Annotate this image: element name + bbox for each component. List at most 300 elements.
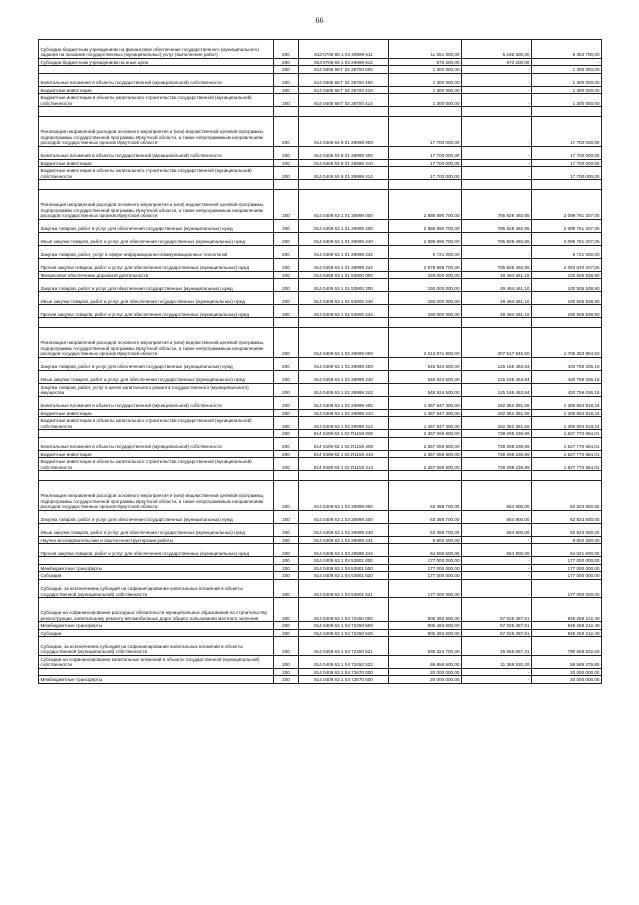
table-row bbox=[39, 40, 602, 59]
executed-amount-cell: 564 900,00 bbox=[462, 544, 532, 557]
line-code-cell: 200 bbox=[274, 409, 299, 417]
line-code-cell: 200 bbox=[274, 572, 299, 580]
approved-amount-cell: 17 700 000,00 bbox=[389, 159, 462, 167]
executed-amount-cell: 5 196 300,00 bbox=[462, 40, 532, 59]
table-row bbox=[39, 117, 602, 147]
expense-name-cell: Прочая закупка товаров, работ и услуг для обеспечения государственных (муниципальных) нужд bbox=[39, 544, 274, 557]
line-code-cell: 200 bbox=[274, 430, 299, 438]
unexecuted-amount-cell: 54 021 600,00 bbox=[532, 544, 602, 557]
expense-name-cell: Субсидии бюджетным учреждениям на иные цели bbox=[39, 58, 274, 66]
executed-amount-cell: 182 352 381,66 bbox=[462, 409, 532, 417]
line-code-cell: 200 bbox=[274, 458, 299, 471]
approved-amount-cell: 177 000 000,00 bbox=[389, 572, 462, 580]
executed-amount-cell: - bbox=[462, 668, 532, 676]
table-row bbox=[39, 107, 602, 117]
expense-name-cell bbox=[39, 471, 274, 481]
unexecuted-amount-cell: 790 668 832,69 bbox=[532, 637, 602, 656]
expense-name-cell: Реализация направлений расходов основного мероприятия и (или) ведомственной целевой программы, подпрограммы государственной программы Иркутской области, а также непрограммным направлениям расходов государственных органов Иркутской области bbox=[39, 328, 274, 358]
budget-classification-code-cell: 814 0406 64 9 01 29999 000 bbox=[299, 117, 389, 147]
executed-amount-cell: - bbox=[462, 66, 532, 74]
expense-name-cell: Прочая закупка товаров, работ и услуг для обеспечения государственных (муниципальных) нужд bbox=[39, 305, 274, 318]
budget-classification-code-cell: 814 0409 63 1 03 29999 200 bbox=[299, 510, 389, 523]
budget-classification-code-cell: 814 0409 63 1 01 53900 000 bbox=[299, 271, 389, 279]
expense-name-cell: Закупка товаров, работ и услуг для обеспечения государственных (муниципальных) нужд bbox=[39, 510, 274, 523]
expense-name-cell: Капитальные вложения в объекты государственной (муниципальной) собственности bbox=[39, 73, 274, 86]
table-row bbox=[39, 430, 602, 438]
line-code-cell: 200 bbox=[274, 564, 299, 572]
budget-classification-code-cell: 814 0409 63 1 02 29999 410 bbox=[299, 409, 389, 417]
table-row bbox=[39, 655, 602, 668]
approved-amount-cell: 2 885 690 700,00 bbox=[389, 219, 462, 232]
unexecuted-amount-cell: 62 823 800,00 bbox=[532, 481, 602, 511]
table-row bbox=[39, 73, 602, 86]
executed-amount-cell: 970 200,00 bbox=[462, 58, 532, 66]
expense-name-cell: Бюджетные инвестиции bbox=[39, 409, 274, 417]
expense-name-cell: Иные закупки товаров, работ и услуг для обеспечения государственных (муниципальных) нужд bbox=[39, 523, 274, 536]
approved-amount-cell: 1 300 000,00 bbox=[389, 66, 462, 74]
expense-name-cell: Закупка товаров, работ и услуг для обеспечения государственных (муниципальных) нужд bbox=[39, 279, 274, 292]
line-code-cell: 200 bbox=[274, 305, 299, 318]
table-row bbox=[39, 357, 602, 370]
approved-amount-cell: 177 000 000,00 bbox=[389, 564, 462, 572]
unexecuted-amount-cell: 17 700 000,00 bbox=[532, 117, 602, 147]
executed-amount-cell: 564 900,00 bbox=[462, 523, 532, 536]
unexecuted-amount-cell: 100 505 538,90 bbox=[532, 271, 602, 279]
line-code-cell: 200 bbox=[274, 258, 299, 271]
table-row bbox=[39, 417, 602, 430]
executed-amount-cell: 739 298 235,99 bbox=[462, 437, 532, 450]
approved-amount-cell: 69 958 900,00 bbox=[389, 655, 462, 668]
expense-name-cell: Бюджетные инвестиции в объекты капитального строительства государственной (муниципальной) собственности bbox=[39, 167, 274, 180]
table-row bbox=[39, 180, 602, 190]
budget-classification-code-cell: 814 0409 63 1 01 29999 244 bbox=[299, 258, 389, 271]
budget-classification-code-cell: 814 0409 63 1 04 53901 521 bbox=[299, 579, 389, 598]
budget-classification-code-cell: 814 0409 63 1 02 29999 243 bbox=[299, 383, 389, 396]
approved-amount-cell: 2 367 068 800,00 bbox=[389, 458, 462, 471]
line-code-cell: 200 bbox=[274, 232, 299, 245]
executed-amount-cell: - bbox=[462, 676, 532, 684]
line-code-cell: 200 bbox=[274, 668, 299, 676]
executed-amount-cell: - bbox=[462, 579, 532, 598]
executed-amount-cell: - bbox=[462, 572, 532, 580]
budget-classification-code-cell: 814 0409 63 1 04 72670 500 bbox=[299, 676, 389, 684]
unexecuted-amount-cell: 1 285 594 918,34 bbox=[532, 417, 602, 430]
budget-classification-code-cell: 814 0409 63 1 03 29999 000 bbox=[299, 481, 389, 511]
approved-amount-cell: 1 300 000,00 bbox=[389, 73, 462, 86]
budget-classification-code-cell: 814 0405 68 Г 02 28700 400 bbox=[299, 73, 389, 86]
budget-classification-code-cell: 814 0409 63 1 02 29999 414 bbox=[299, 417, 389, 430]
expense-name-cell: Реализация направлений расходов основного мероприятия и (или) ведомственной целевой программы, подпрограммы государственной программы Иркутской области, а также непрограммным направлениям расходов государственных органов Иркутской области bbox=[39, 481, 274, 511]
approved-amount-cell: 2 885 690 700,00 bbox=[389, 190, 462, 220]
line-code-cell: 200 bbox=[274, 117, 299, 147]
approved-amount-cell: 906 283 600,00 bbox=[389, 598, 462, 622]
executed-amount-cell bbox=[462, 471, 532, 481]
line-code-cell: 200 bbox=[274, 245, 299, 258]
table-row bbox=[39, 370, 602, 383]
line-code-cell: 200 bbox=[274, 510, 299, 523]
unexecuted-amount-cell: 20 000 000,00 bbox=[532, 668, 602, 676]
line-code-cell: 200 bbox=[274, 417, 299, 430]
budget-classification-code-cell: 814 0409 63 1 01 29999 242 bbox=[299, 245, 389, 258]
line-code-cell: 200 bbox=[274, 579, 299, 598]
expense-name-cell: Субсидии, за исключением субсидий на софинансирование капитальных вложений в объекты государственной (муниципальной) собственности bbox=[39, 579, 274, 598]
budget-classification-code-cell bbox=[299, 318, 389, 328]
table-row bbox=[39, 66, 602, 74]
expense-name-cell: Субсидии на софинансирование расходных обязательств муниципальных образований по строительству, реконструкции, капитальному ремонту автомобильных дорог общего пользования местного значения bbox=[39, 598, 274, 622]
expense-name-cell: Межбюджетные трансферты bbox=[39, 676, 274, 684]
expense-name-cell: Бюджетные инвестиции bbox=[39, 86, 274, 94]
budget-classification-code-cell: 814 0409 63 1 03 29999 241 bbox=[299, 536, 389, 544]
approved-amount-cell: 11 551 000,00 bbox=[389, 40, 462, 59]
table-row bbox=[39, 622, 602, 630]
executed-amount-cell: - bbox=[462, 564, 532, 572]
budget-classification-code-cell bbox=[299, 107, 389, 117]
expense-name-cell: Субсидии bbox=[39, 572, 274, 580]
approved-amount-cell: 2 367 068 800,00 bbox=[389, 437, 462, 450]
expense-name-cell: Капитальные вложения в объекты государственной (муниципальной) собственности bbox=[39, 146, 274, 159]
table-row bbox=[39, 328, 602, 358]
table-row bbox=[39, 305, 602, 318]
table-row bbox=[39, 458, 602, 471]
table-row bbox=[39, 471, 602, 481]
unexecuted-amount-cell: 177 000 000,00 bbox=[532, 557, 602, 565]
budget-classification-code-cell: 814 0409 63 1 02 R1150 000 bbox=[299, 430, 389, 438]
expense-name-cell: Бюджетные инвестиции в объекты капитального строительства государственной (муниципальной) собственности bbox=[39, 417, 274, 430]
expense-name-cell: Бюджетные инвестиции в объекты капитального строительства государственной (муниципальной) собственности bbox=[39, 458, 274, 471]
budget-classification-code-cell: 814 0409 63 1 04 72450 521 bbox=[299, 637, 389, 656]
executed-amount-cell bbox=[462, 107, 532, 117]
table-row bbox=[39, 219, 602, 232]
approved-amount-cell: 2 878 969 700,00 bbox=[389, 258, 462, 271]
budget-classification-code-cell: 814 0409 63 1 01 29999 000 bbox=[299, 190, 389, 220]
unexecuted-amount-cell: 420 759 036,16 bbox=[532, 357, 602, 370]
approved-amount-cell: 545 924 500,00 bbox=[389, 370, 462, 383]
line-code-cell: 200 bbox=[274, 167, 299, 180]
executed-amount-cell: 125 165 463,84 bbox=[462, 383, 532, 396]
approved-amount-cell bbox=[389, 107, 462, 117]
budget-classification-code-cell: 814 0409 63 1 04 72450 522 bbox=[299, 655, 389, 668]
expense-name-cell: Иные закупки товаров, работ и услуг для обеспечения государственных (муниципальных) нужд bbox=[39, 292, 274, 305]
budget-classification-code-cell: 814 0409 63 1 03 29999 240 bbox=[299, 523, 389, 536]
table-row bbox=[39, 564, 602, 572]
executed-amount-cell: 785 929 492,95 bbox=[462, 190, 532, 220]
line-code-cell: 200 bbox=[274, 557, 299, 565]
expense-name-cell: Реализация направлений расходов основного мероприятия и (или) ведомственной целевой программы, подпрограммы государственной программы Иркутской области, а также непрограммным направлениям расходов государственных органов Иркутской области bbox=[39, 190, 274, 220]
unexecuted-amount-cell: - bbox=[532, 58, 602, 66]
line-code-cell: 200 bbox=[274, 357, 299, 370]
budget-classification-code-cell: 814 0409 63 1 02 R1150 414 bbox=[299, 458, 389, 471]
unexecuted-amount-cell: 1 285 594 918,34 bbox=[532, 409, 602, 417]
executed-amount-cell: 739 298 235,99 bbox=[462, 458, 532, 471]
approved-amount-cell: 2 885 690 700,00 bbox=[389, 232, 462, 245]
table-row bbox=[39, 271, 602, 279]
unexecuted-amount-cell: 849 258 212,49 bbox=[532, 629, 602, 637]
table-row bbox=[39, 544, 602, 557]
budget-classification-code-cell: 814 0409 63 1 04 72450 520 bbox=[299, 629, 389, 637]
table-row bbox=[39, 190, 602, 220]
approved-amount-cell: 150 000 000,00 bbox=[389, 305, 462, 318]
line-code-cell: 200 bbox=[274, 40, 299, 59]
expense-name-cell bbox=[39, 180, 274, 190]
executed-amount-cell: 739 298 235,99 bbox=[462, 450, 532, 458]
line-code-cell: 200 bbox=[274, 450, 299, 458]
line-code-cell: 200 bbox=[274, 279, 299, 292]
line-code-cell bbox=[274, 107, 299, 117]
approved-amount-cell: 545 924 500,00 bbox=[389, 357, 462, 370]
expense-name-cell bbox=[39, 557, 274, 565]
unexecuted-amount-cell bbox=[532, 471, 602, 481]
approved-amount-cell bbox=[389, 180, 462, 190]
line-code-cell: 200 bbox=[274, 629, 299, 637]
table-row bbox=[39, 676, 602, 684]
executed-amount-cell: - bbox=[462, 117, 532, 147]
line-code-cell: 200 bbox=[274, 328, 299, 358]
table-row bbox=[39, 536, 602, 544]
line-code-cell: 200 bbox=[274, 598, 299, 622]
expense-name-cell: Финансовое обеспечение дорожной деятельности bbox=[39, 271, 274, 279]
executed-amount-cell: 49 494 461,10 bbox=[462, 305, 532, 318]
unexecuted-amount-cell: 100 505 538,90 bbox=[532, 279, 602, 292]
executed-amount-cell: - bbox=[462, 245, 532, 258]
table-row bbox=[39, 167, 602, 180]
table-row bbox=[39, 258, 602, 271]
executed-amount-cell: - bbox=[462, 73, 532, 86]
table-row bbox=[39, 292, 602, 305]
table-row bbox=[39, 245, 602, 258]
table-row bbox=[39, 94, 602, 107]
line-code-cell: 200 bbox=[274, 676, 299, 684]
budget-classification-code-cell: 814 0406 64 9 01 29999 410 bbox=[299, 159, 389, 167]
budget-classification-code-cell: 814 0409 63 1 04 53901 520 bbox=[299, 572, 389, 580]
table-row bbox=[39, 510, 602, 523]
table-row bbox=[39, 637, 602, 656]
table-row bbox=[39, 279, 602, 292]
table-row bbox=[39, 572, 602, 580]
budget-classification-code-cell: 814 0409 63 1 04 53901 000 bbox=[299, 557, 389, 565]
expense-name-cell: Закупка товаров, работ и услуг для обеспечения государственных (муниципальных) нужд bbox=[39, 219, 274, 232]
budget-classification-code-cell: 814 0409 63 1 02 29999 000 bbox=[299, 328, 389, 358]
executed-amount-cell bbox=[462, 180, 532, 190]
executed-amount-cell: 57 025 387,51 bbox=[462, 598, 532, 622]
unexecuted-amount-cell: 1 285 594 918,34 bbox=[532, 396, 602, 409]
budget-classification-code-cell: 814 0409 63 1 02 29999 200 bbox=[299, 357, 389, 370]
line-code-cell: 200 bbox=[274, 58, 299, 66]
approved-amount-cell: 63 388 700,00 bbox=[389, 510, 462, 523]
executed-amount-cell: - bbox=[462, 146, 532, 159]
line-code-cell bbox=[274, 318, 299, 328]
table-row bbox=[39, 668, 602, 676]
line-code-cell: 200 bbox=[274, 536, 299, 544]
line-code-cell bbox=[274, 471, 299, 481]
executed-amount-cell: 49 494 461,10 bbox=[462, 292, 532, 305]
unexecuted-amount-cell: 177 000 000,00 bbox=[532, 564, 602, 572]
unexecuted-amount-cell: 17 700 000,00 bbox=[532, 167, 602, 180]
expense-name-cell: Субсидии на софинансирование капитальных вложений в объекты государственной (муниципальной) собственности bbox=[39, 655, 274, 668]
executed-amount-cell: 125 165 463,84 bbox=[462, 370, 532, 383]
unexecuted-amount-cell: 100 505 538,90 bbox=[532, 292, 602, 305]
budget-classification-code-cell: 814 0409 63 1 01 53900 200 bbox=[299, 279, 389, 292]
approved-amount-cell: 2 013 871 800,00 bbox=[389, 328, 462, 358]
unexecuted-amount-cell: 1 300 000,00 bbox=[532, 66, 602, 74]
line-code-cell: 200 bbox=[274, 292, 299, 305]
line-code-cell: 200 bbox=[274, 523, 299, 536]
executed-amount-cell: 182 352 381,66 bbox=[462, 417, 532, 430]
line-code-cell: 200 bbox=[274, 159, 299, 167]
approved-amount-cell: 150 000 000,00 bbox=[389, 279, 462, 292]
budget-table bbox=[38, 39, 602, 684]
executed-amount-cell: 739 298 235,99 bbox=[462, 430, 532, 438]
table-row bbox=[39, 58, 602, 66]
unexecuted-amount-cell: 1 300 000,00 bbox=[532, 73, 602, 86]
unexecuted-amount-cell: 20 000 000,00 bbox=[532, 676, 602, 684]
budget-classification-code-cell: 814 0406 64 9 01 29999 400 bbox=[299, 146, 389, 159]
unexecuted-amount-cell: 2 093 040 207,05 bbox=[532, 258, 602, 271]
budget-classification-code-cell: 814 0409 63 1 03 29999 244 bbox=[299, 544, 389, 557]
executed-amount-cell: - bbox=[462, 167, 532, 180]
budget-classification-code-cell: 813 0705 66 1 04 29999 612 bbox=[299, 58, 389, 66]
executed-amount-cell: - bbox=[462, 557, 532, 565]
expense-name-cell: Бюджетные инвестиции bbox=[39, 159, 274, 167]
unexecuted-amount-cell: 62 823 800,00 bbox=[532, 523, 602, 536]
budget-classification-code-cell: 814 0405 68 Г 02 28700 410 bbox=[299, 86, 389, 94]
line-code-cell: 200 bbox=[274, 94, 299, 107]
approved-amount-cell: 1 467 947 300,00 bbox=[389, 396, 462, 409]
executed-amount-cell: 57 025 387,51 bbox=[462, 629, 532, 637]
expense-name-cell: Закупка товаров, работ, услуг в целях капитального ремонта государственного (муниципального) имущества bbox=[39, 383, 274, 396]
unexecuted-amount-cell bbox=[532, 318, 602, 328]
line-code-cell: 200 bbox=[274, 622, 299, 630]
executed-amount-cell: - bbox=[462, 536, 532, 544]
budget-classification-code-cell bbox=[299, 471, 389, 481]
approved-amount-cell: 1 467 947 300,00 bbox=[389, 409, 462, 417]
line-code-cell: 200 bbox=[274, 146, 299, 159]
executed-amount-cell: 49 494 461,10 bbox=[462, 279, 532, 292]
approved-amount-cell: 54 586 500,00 bbox=[389, 544, 462, 557]
line-code-cell: 200 bbox=[274, 219, 299, 232]
line-code-cell: 200 bbox=[274, 637, 299, 656]
line-code-cell: 200 bbox=[274, 481, 299, 511]
unexecuted-amount-cell bbox=[532, 180, 602, 190]
approved-amount-cell: 177 000 000,00 bbox=[389, 579, 462, 598]
line-code-cell: 200 bbox=[274, 437, 299, 450]
approved-amount-cell: 6 721 000,00 bbox=[389, 245, 462, 258]
table-row bbox=[39, 450, 602, 458]
executed-amount-cell: 182 352 381,66 bbox=[462, 396, 532, 409]
table-row bbox=[39, 159, 602, 167]
budget-classification-code-cell: 814 0409 63 1 01 29999 200 bbox=[299, 219, 389, 232]
line-code-cell: 200 bbox=[274, 544, 299, 557]
unexecuted-amount-cell: 58 589 379,80 bbox=[532, 655, 602, 668]
approved-amount-cell: 1 467 947 300,00 bbox=[389, 417, 462, 430]
unexecuted-amount-cell: 8 802 200,00 bbox=[532, 536, 602, 544]
expense-name-cell: Реализация направлений расходов основного мероприятия и (или) ведомственной целевой программы, подпрограммы государственной программы Иркутской области, а также непрограммным направлениям расходов государственных органов Иркутской области bbox=[39, 117, 274, 147]
line-code-cell: 200 bbox=[274, 655, 299, 668]
table-row bbox=[39, 146, 602, 159]
unexecuted-amount-cell: 2 099 761 207,05 bbox=[532, 219, 602, 232]
executed-amount-cell: 11 369 520,20 bbox=[462, 655, 532, 668]
executed-amount-cell bbox=[462, 318, 532, 328]
unexecuted-amount-cell: 849 258 212,49 bbox=[532, 598, 602, 622]
expense-name-cell bbox=[39, 430, 274, 438]
table-row bbox=[39, 396, 602, 409]
approved-amount-cell: 20 000 000,00 bbox=[389, 676, 462, 684]
table-row bbox=[39, 383, 602, 396]
approved-amount-cell: 17 700 000,00 bbox=[389, 167, 462, 180]
approved-amount-cell: 63 388 700,00 bbox=[389, 523, 462, 536]
approved-amount-cell: 1 300 000,00 bbox=[389, 94, 462, 107]
budget-classification-code-cell: 814 0409 63 1 01 53900 240 bbox=[299, 292, 389, 305]
expense-name-cell: Капитальные вложения в объекты государственной (муниципальной) собственности bbox=[39, 437, 274, 450]
unexecuted-amount-cell: 177 000 000,00 bbox=[532, 579, 602, 598]
budget-table-body bbox=[39, 40, 602, 684]
approved-amount-cell: 1 300 000,00 bbox=[389, 86, 462, 94]
unexecuted-amount-cell: 1 627 770 564,01 bbox=[532, 450, 602, 458]
line-code-cell bbox=[274, 180, 299, 190]
page-number: 66 bbox=[315, 16, 324, 25]
executed-amount-cell: 45 655 867,31 bbox=[462, 637, 532, 656]
unexecuted-amount-cell: 2 099 761 207,05 bbox=[532, 190, 602, 220]
expense-name-cell: Бюджетные инвестиции в объекты капитального строительства государственной (муниципальной) собственности bbox=[39, 94, 274, 107]
expense-name-cell bbox=[39, 668, 274, 676]
table-row bbox=[39, 409, 602, 417]
budget-classification-code-cell: 814 0409 63 1 04 72450 500 bbox=[299, 622, 389, 630]
executed-amount-cell: 49 494 461,10 bbox=[462, 271, 532, 279]
expense-name-cell: Закупка товаров, работ, услуг в сфере информационно-коммуникационных технологий bbox=[39, 245, 274, 258]
approved-amount-cell bbox=[389, 471, 462, 481]
executed-amount-cell: 564 900,00 bbox=[462, 510, 532, 523]
budget-classification-code-cell: 814 0409 63 1 02 R1150 400 bbox=[299, 437, 389, 450]
approved-amount-cell: 545 924 500,00 bbox=[389, 383, 462, 396]
unexecuted-amount-cell: 1 300 000,00 bbox=[532, 86, 602, 94]
table-row bbox=[39, 523, 602, 536]
approved-amount-cell: 17 700 000,00 bbox=[389, 146, 462, 159]
unexecuted-amount-cell: 62 823 800,00 bbox=[532, 510, 602, 523]
approved-amount-cell: 150 000 000,00 bbox=[389, 271, 462, 279]
table-row bbox=[39, 86, 602, 94]
unexecuted-amount-cell: 1 627 770 564,01 bbox=[532, 458, 602, 471]
expense-name-cell: Закупка товаров, работ и услуг для обеспечения государственных (муниципальных) нужд bbox=[39, 357, 274, 370]
table-row bbox=[39, 598, 602, 622]
approved-amount-cell: 836 324 700,00 bbox=[389, 637, 462, 656]
budget-classification-code-cell: 814 0409 63 1 01 53900 244 bbox=[299, 305, 389, 318]
budget-classification-code-cell bbox=[299, 180, 389, 190]
expense-name-cell: Субсидии бюджетным учреждениям на финансовое обеспечение государственного (муниципального) задания на оказание государственных (муниципальных) услуг (выполнение работ) bbox=[39, 40, 274, 59]
expense-name-cell: Капитальные вложения в объекты государственной (муниципальной) собственности bbox=[39, 396, 274, 409]
budget-classification-code-cell: 814 0409 63 1 01 29999 240 bbox=[299, 232, 389, 245]
expense-name-cell: Научно-исследовательские и опытно-конструкторские работы bbox=[39, 536, 274, 544]
table-row bbox=[39, 318, 602, 328]
approved-amount-cell: 2 367 068 800,00 bbox=[389, 430, 462, 438]
unexecuted-amount-cell: 6 721 000,00 bbox=[532, 245, 602, 258]
executed-amount-cell: - bbox=[462, 94, 532, 107]
unexecuted-amount-cell: 1 706 353 954,50 bbox=[532, 328, 602, 358]
expense-name-cell: Иные закупки товаров, работ и услуг для обеспечения государственных (муниципальных) нужд bbox=[39, 370, 274, 383]
table-row bbox=[39, 437, 602, 450]
expense-name-cell: Субсидии bbox=[39, 629, 274, 637]
budget-classification-code-cell: 814 0409 63 1 02 29999 400 bbox=[299, 396, 389, 409]
approved-amount-cell: 970 200,00 bbox=[389, 58, 462, 66]
approved-amount-cell: 8 802 200,00 bbox=[389, 536, 462, 544]
executed-amount-cell: - bbox=[462, 86, 532, 94]
executed-amount-cell: 785 929 492,95 bbox=[462, 258, 532, 271]
expense-name-cell: Бюджетные инвестиции bbox=[39, 450, 274, 458]
expense-name-cell: Субсидии, за исключением субсидий на софинансирование капитальных вложений в объекты государственной (муниципальной) собственности bbox=[39, 637, 274, 656]
expense-name-cell bbox=[39, 66, 274, 74]
expense-name-cell: Межбюджетные трансферты bbox=[39, 622, 274, 630]
unexecuted-amount-cell bbox=[532, 107, 602, 117]
expense-name-cell: Иные закупки товаров, работ и услуг для обеспечения государственных (муниципальных) нужд bbox=[39, 232, 274, 245]
approved-amount-cell: 2 367 068 800,00 bbox=[389, 450, 462, 458]
